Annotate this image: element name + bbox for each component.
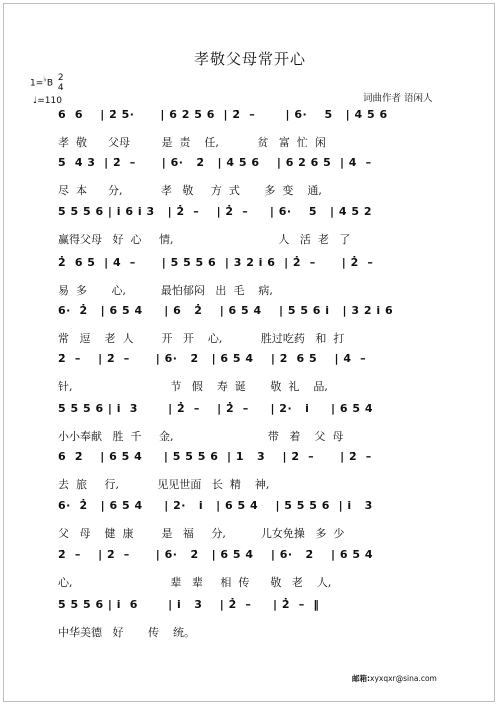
notation-line: 6· 2̇ | 6 5 4 | 6 2̇ | 6 5 4 | 5 5 6 i | 3 2 i 6	[58, 304, 394, 317]
lyric-line: 易 多 心, 最怕郁闷 出 毛 病,	[58, 284, 273, 297]
footer-label: 邮箱:	[352, 674, 370, 683]
lyric-line: 尽 本 分, 孝 敬 方 式 多 变 通,	[58, 184, 322, 197]
lyric-line: 孝 敬 父母 是 责 任, 贫 富 忙 闲	[58, 136, 326, 149]
score-system-7	[58, 402, 462, 450]
lyric-line: 常 逗 老 人 开 开 心, 胜过吃药 和 打	[58, 332, 345, 345]
key-note: B	[46, 78, 54, 89]
score-system-8	[58, 450, 462, 498]
time-denominator: 4	[57, 83, 64, 93]
notation-line: 5 5 5 6 | i 6 i 3 | 2̇ – | 2̇ – | 6· 5 | 4 5 2	[58, 205, 373, 218]
key-prefix: 1=	[30, 78, 44, 89]
score-system-5	[58, 304, 462, 352]
score-system-2	[58, 156, 462, 204]
page-title: 孝敬父母常开心	[193, 50, 306, 68]
time-numerator: 2	[57, 73, 64, 83]
score-system-3	[58, 205, 462, 253]
score-system-10	[58, 548, 462, 596]
lyric-line: 中华美德 好 传 统。	[58, 626, 195, 639]
notation-line: 2̇ – | 2̇ – | 6· 2̇ | 6 5 4 | 6· 2̇ | 6 5 4	[58, 548, 373, 561]
notation-line: 5 4 3 | 2̇ – | 6· 2̇ | 4 5 6 | 6 2 6 5 | 4 –	[58, 156, 372, 169]
lyric-line: 针, 节 假 寿 诞 敬 礼 品,	[58, 380, 328, 393]
email-text: xyxqxr@sina.com	[370, 674, 437, 683]
score-system-6	[58, 352, 462, 400]
score-system-9	[58, 499, 462, 547]
credit-line: 词曲作者 语闲人	[363, 93, 433, 104]
tempo-marking: ♩=110	[33, 96, 62, 106]
key-signature	[30, 73, 64, 93]
lyric-line: 去 旅 行, 见见世面 长 精 神,	[58, 478, 270, 491]
lyric-line: 心, 辈 辈 相 传 敬 老 人,	[58, 576, 332, 589]
footer-email	[352, 673, 437, 684]
lyric-line: 赢得父母 好 心 情, 人 活 老 了	[58, 233, 351, 246]
lyric-line: 小小奉献 胜 千 金, 带 着 父 母	[58, 430, 344, 443]
score-system-11	[58, 598, 462, 646]
score-system-4	[58, 256, 462, 304]
time-signature	[58, 73, 64, 93]
lyric-line: 父 母 健 康 是 福 分, 儿女免操 多 少	[58, 527, 345, 540]
notation-line: 6 6 | 2̇ 5· | 6 2 5 6 | 2̇ – | 6· 5 | 4 5 6	[58, 108, 388, 121]
notation-line: 5 5 5 6 | i 6 | i 3 | 2̇ – | 2̇ – ‖	[58, 598, 320, 611]
flat-symbol: ♭	[43, 74, 47, 84]
notation-line: 2̇ – | 2̇ – | 6· 2̇ | 6 5 4 | 2̇ 6 5 | 4 –	[58, 352, 367, 365]
notation-line: 2̇ 6 5 | 4 – | 5 5 5 6 | 3 2 i 6 | 2̇ – | 2̇ –	[58, 256, 374, 269]
notation-line: 6 2̇ | 6 5 4 | 5 5 5 6 | 1 3 | 2̇ – | 2̇ –	[58, 450, 372, 463]
notation-line: 5 5 5 6 | i 3 | 2̇ – | 2̇ – | 2· i | 6 5 4	[58, 402, 374, 415]
notation-line: 6· 2̇ | 6 5 4 | 2· i | 6 5 4 | 5 5 5 6 | i 3	[58, 499, 373, 512]
score-system-1	[58, 108, 462, 156]
